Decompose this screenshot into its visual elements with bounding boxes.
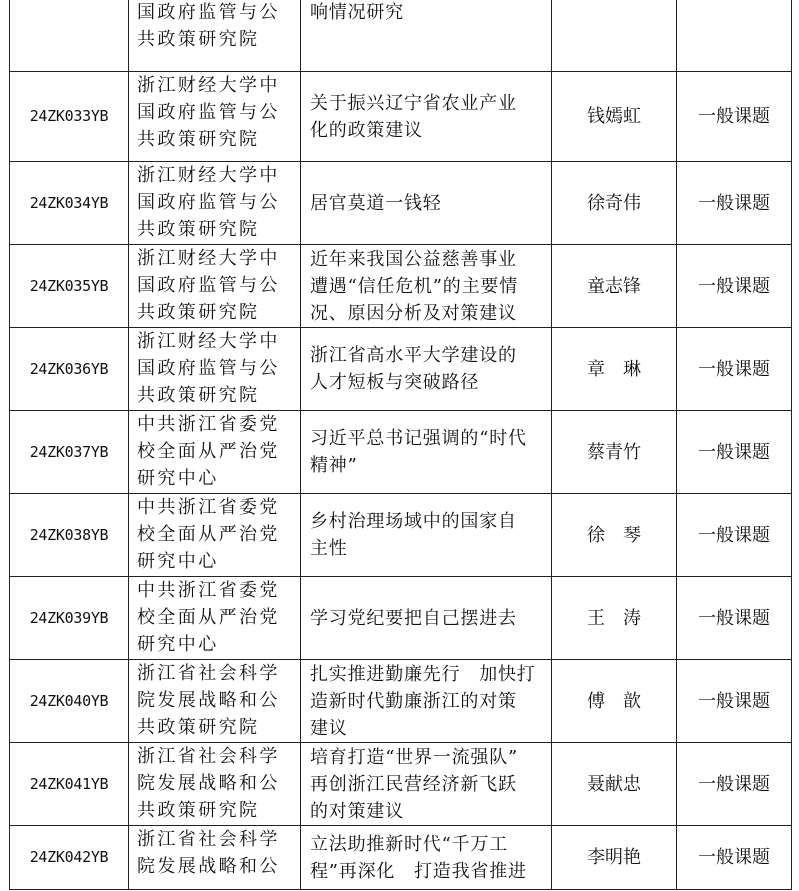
- project-code-cell: 24ZK034YB: [10, 162, 129, 245]
- unit-cell: [129, 0, 301, 72]
- unit-line: 中共浙江省委党: [137, 580, 280, 601]
- title-cell: [301, 494, 552, 577]
- person-cell: 傅 歆: [552, 660, 677, 743]
- unit-line: 共政策研究院: [137, 717, 260, 738]
- table-row: [10, 826, 792, 890]
- person-cell: 钱嫣虹: [552, 72, 677, 162]
- unit-cell: [129, 577, 301, 660]
- person-cell: 李明艳: [552, 826, 677, 890]
- unit-line: 国政府监管与公: [137, 275, 280, 296]
- unit-line: 浙江财经大学中: [137, 165, 280, 186]
- project-type-cell: 一般课题: [677, 577, 792, 660]
- unit-cell: [129, 743, 301, 826]
- table-row: [10, 577, 792, 660]
- person-cell: 徐 琴: [552, 494, 677, 577]
- table-row: [10, 245, 792, 328]
- unit-line: 共政策研究院: [137, 129, 260, 150]
- person-cell: 蔡青竹: [552, 411, 677, 494]
- project-type-cell: 一般课题: [677, 72, 792, 162]
- project-type-cell: 一般课题: [677, 328, 792, 411]
- unit-line: 校全面从严治党: [137, 607, 280, 628]
- unit-line: 浙江财经大学中: [137, 248, 280, 269]
- title-line: 响情况研究: [310, 2, 404, 23]
- title-cell: [301, 72, 552, 162]
- project-code-cell: 24ZK039YB: [10, 577, 129, 660]
- project-type-cell: 一般课题: [677, 245, 792, 328]
- unit-line: 浙江财经大学中: [137, 75, 280, 96]
- title-line: 的对策建议: [310, 800, 404, 822]
- title-cell: [301, 660, 552, 743]
- unit-line: 研究中心: [137, 468, 219, 489]
- project-type-cell: 一般课题: [677, 743, 792, 826]
- unit-cell: [129, 826, 301, 890]
- person-cell: 章 琳: [552, 328, 677, 411]
- table-row: [10, 660, 792, 743]
- unit-line: 院发展战略和公: [137, 856, 280, 877]
- unit-line: 国政府监管与公: [137, 102, 280, 123]
- title-cell: [301, 577, 552, 660]
- unit-cell: [129, 72, 301, 162]
- unit-line: 共政策研究院: [137, 800, 260, 821]
- table-row: [10, 162, 792, 245]
- unit-line: 共政策研究院: [137, 29, 260, 50]
- unit-line: 共政策研究院: [137, 385, 260, 406]
- title-line: 遭遇“信任危机”的主要情: [310, 275, 519, 297]
- project-code-cell: 24ZK041YB: [10, 743, 129, 826]
- unit-line: 中共浙江省委党: [137, 414, 280, 435]
- unit-line: 院发展战略和公: [137, 773, 280, 794]
- project-code-cell: 24ZK036YB: [10, 328, 129, 411]
- project-code-cell: 24ZK035YB: [10, 245, 129, 328]
- title-cell: [301, 826, 552, 890]
- unit-cell: [129, 245, 301, 328]
- unit-cell: [129, 411, 301, 494]
- title-cell: [301, 328, 552, 411]
- title-line: 程”再深化 打造我省推进: [310, 860, 527, 882]
- unit-line: 研究中心: [137, 551, 219, 572]
- project-code-cell: 24ZK038YB: [10, 494, 129, 577]
- table-row: [10, 72, 792, 162]
- title-line: 造新时代勤廉浙江的对策: [310, 690, 517, 712]
- title-line: 浙江省高水平大学建设的: [310, 345, 517, 366]
- title-line: 扎实推进勤廉先行 加快打: [310, 663, 536, 685]
- project-code-cell: 24ZK040YB: [10, 660, 129, 743]
- title-cell: [301, 411, 552, 494]
- title-cell: [301, 0, 552, 72]
- title-line: 学习党纪要把自己摆进去: [310, 607, 517, 629]
- unit-line: 共政策研究院: [137, 302, 260, 323]
- project-type-cell: 一般课题: [677, 494, 792, 577]
- unit-line: 浙江财经大学中: [137, 331, 280, 352]
- title-line: 近年来我国公益慈善事业: [310, 248, 517, 270]
- project-type-cell: [677, 0, 792, 72]
- project-type-cell: 一般课题: [677, 660, 792, 743]
- table-row: [10, 328, 792, 411]
- title-cell: [301, 245, 552, 328]
- table-row: [10, 494, 792, 577]
- unit-line: 浙江省社会科学: [137, 746, 280, 767]
- title-line: 乡村治理场域中的国家自: [310, 511, 517, 532]
- unit-line: 校全面从严治党: [137, 441, 280, 462]
- unit-line: 研究中心: [137, 634, 219, 655]
- title-line: 化的政策建议: [310, 119, 423, 141]
- results-table: [9, 0, 792, 890]
- table-row: [10, 743, 792, 826]
- title-cell: [301, 743, 552, 826]
- project-type-cell: 一般课题: [677, 411, 792, 494]
- person-cell: 童志锋: [552, 245, 677, 328]
- unit-line: 浙江省社会科学: [137, 829, 280, 850]
- person-cell: [552, 0, 677, 72]
- title-line: 况、原因分析及对策建议: [310, 302, 517, 324]
- title-line: 建议: [310, 717, 348, 739]
- title-line: 关于振兴辽宁省农业产业: [310, 92, 517, 114]
- title-cell: [301, 162, 552, 245]
- unit-cell: [129, 328, 301, 411]
- unit-cell: [129, 162, 301, 245]
- title-line: 习近平总书记强调的“时代: [310, 428, 527, 449]
- unit-line: 中共浙江省委党: [137, 497, 280, 518]
- table-row: [10, 0, 792, 72]
- project-type-cell: 一般课题: [677, 826, 792, 890]
- project-code-cell: [10, 0, 129, 72]
- project-code-cell: 24ZK037YB: [10, 411, 129, 494]
- unit-line: 国政府监管与公: [137, 358, 280, 379]
- title-line: 精神”: [310, 455, 358, 476]
- title-line: 立法助推新时代“千万工: [310, 833, 509, 855]
- title-line: 再创浙江民营经济新飞跃: [310, 773, 517, 795]
- unit-line: 院发展战略和公: [137, 690, 280, 711]
- unit-line: 共政策研究院: [137, 219, 260, 240]
- title-line: 居官莫道一钱轻: [310, 192, 442, 214]
- person-cell: 聂献忠: [552, 743, 677, 826]
- unit-cell: [129, 660, 301, 743]
- project-code-cell: 24ZK042YB: [10, 826, 129, 890]
- project-type-cell: 一般课题: [677, 162, 792, 245]
- unit-cell: [129, 494, 301, 577]
- person-cell: 王 涛: [552, 577, 677, 660]
- unit-line: 校全面从严治党: [137, 524, 280, 545]
- unit-line: 浙江省社会科学: [137, 663, 280, 684]
- person-cell: 徐奇伟: [552, 162, 677, 245]
- unit-line: 国政府监管与公: [137, 2, 280, 23]
- project-code-cell: 24ZK033YB: [10, 72, 129, 162]
- table-row: [10, 411, 792, 494]
- table-body: [10, 0, 792, 890]
- title-line: 培育打造“世界一流强队”: [310, 746, 519, 768]
- title-line: 人才短板与突破路径: [310, 372, 480, 393]
- title-line: 主性: [310, 538, 348, 559]
- unit-line: 国政府监管与公: [137, 192, 280, 213]
